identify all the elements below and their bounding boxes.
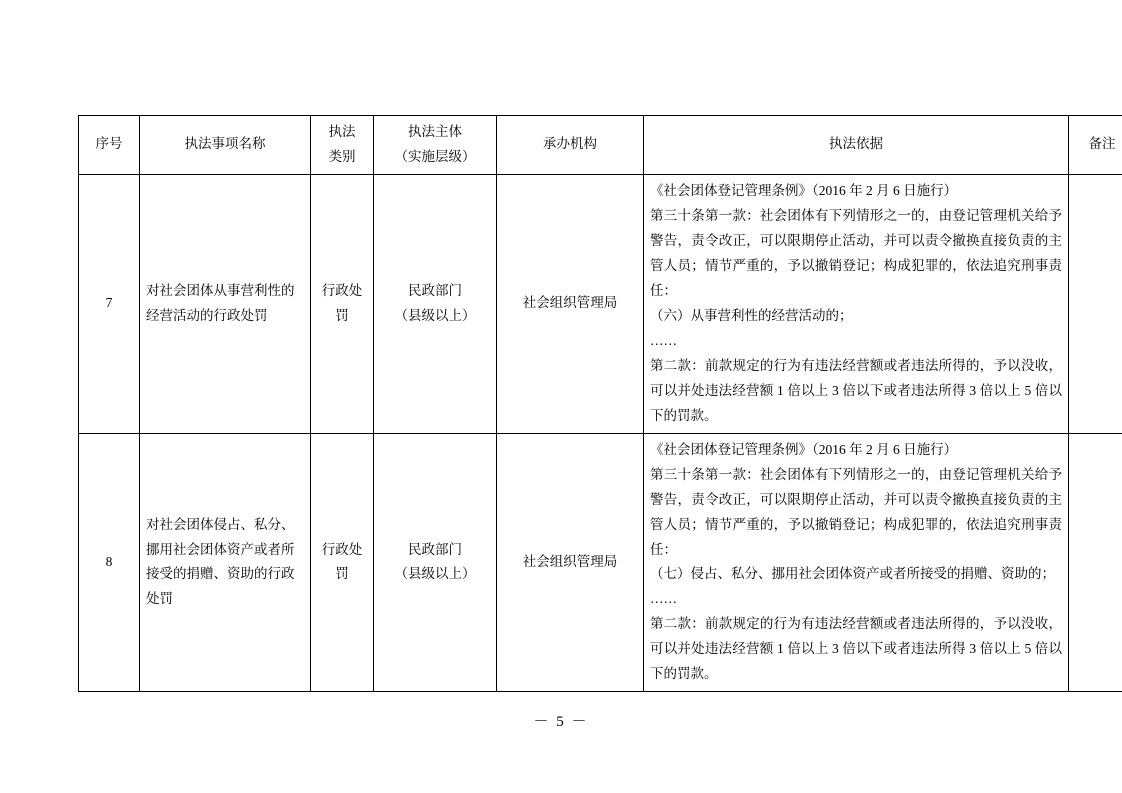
enforcement-items-table-wrapper [78, 115, 1116, 692]
header-basis: 执法依据 [644, 116, 1069, 175]
header-subject-line2: （实施层级） [394, 148, 476, 164]
basis-paragraph: 第二款：前款规定的行为有违法经营额或者违法所得的，予以没收，可以并处违法经营额 1 倍以上 3 倍以下或者违法所得 3 倍以上 5 倍以下的罚款。 [650, 357, 1062, 423]
header-subject [374, 116, 497, 175]
basis-paragraph: …… [650, 332, 677, 348]
header-remark: 备注 [1069, 116, 1122, 175]
table-header-row [79, 116, 1122, 175]
cell-seq: 8 [79, 433, 140, 692]
basis-paragraph: 《社会团体登记管理条例》（2016 年 2 月 6 日施行） [650, 441, 958, 457]
cell-category: 行政处罚 [311, 433, 374, 692]
cell-subject-line2: （县级以上） [394, 307, 476, 323]
table-row [79, 174, 1122, 433]
basis-paragraph: 第二款：前款规定的行为有违法经营额或者违法所得的，予以没收，可以并处违法经营额 1 倍以上 3 倍以下或者违法所得 3 倍以上 5 倍以下的罚款。 [650, 616, 1062, 682]
cell-remark [1069, 433, 1122, 692]
header-category [311, 116, 374, 175]
header-organization: 承办机构 [497, 116, 644, 175]
cell-item-name: 对社会团体侵占、私分、挪用社会团体资产或者所接受的捐赠、资助的行政处罚 [140, 433, 311, 692]
cell-item-name: 对社会团体从事营利性的经营活动的行政处罚 [140, 174, 311, 433]
cell-basis [644, 433, 1069, 692]
page-number: － 5 － [533, 714, 589, 730]
header-category-line2: 类别 [328, 148, 356, 164]
cell-subject-line1: 民政部门 [408, 282, 462, 298]
cell-subject-line1: 民政部门 [408, 541, 462, 557]
header-category-line1: 执法 [328, 124, 356, 139]
basis-paragraph: 第三十条第一款：社会团体有下列情形之一的，由登记管理机关给予警告，责令改正，可以限期停止活动，并可以责令撤换直接负责的主管人员；情节严重的，予以撤销登记；构成犯罪的，依法追究刑事责任： [650, 466, 1062, 557]
cell-organization: 社会组织管理局 [497, 174, 644, 433]
enforcement-items-table [78, 115, 1122, 692]
cell-organization: 社会组织管理局 [497, 433, 644, 692]
cell-subject [374, 433, 497, 692]
cell-subject [374, 174, 497, 433]
cell-basis [644, 174, 1069, 433]
header-subject-line1: 执法主体 [408, 124, 462, 139]
table-header [79, 116, 1122, 175]
cell-remark [1069, 174, 1122, 433]
basis-paragraph: …… [650, 591, 677, 607]
cell-category: 行政处罚 [311, 174, 374, 433]
cell-subject-line2: （县级以上） [394, 566, 476, 582]
basis-paragraph: 《社会团体登记管理条例》（2016 年 2 月 6 日施行） [650, 182, 958, 198]
basis-paragraph: （六）从事营利性的经营活动的； [650, 307, 853, 323]
basis-paragraph: （七）侵占、私分、挪用社会团体资产或者所接受的捐赠、资助的； [650, 566, 1055, 582]
header-item-name: 执法事项名称 [140, 116, 311, 175]
table-row [79, 433, 1122, 692]
cell-seq: 7 [79, 174, 140, 433]
header-seq: 序号 [79, 116, 140, 175]
basis-paragraph: 第三十条第一款：社会团体有下列情形之一的，由登记管理机关给予警告，责令改正，可以限期停止活动，并可以责令撤换直接负责的主管人员；情节严重的，予以撤销登记；构成犯罪的，依法追究刑事责任： [650, 207, 1062, 298]
table-body [79, 174, 1122, 691]
